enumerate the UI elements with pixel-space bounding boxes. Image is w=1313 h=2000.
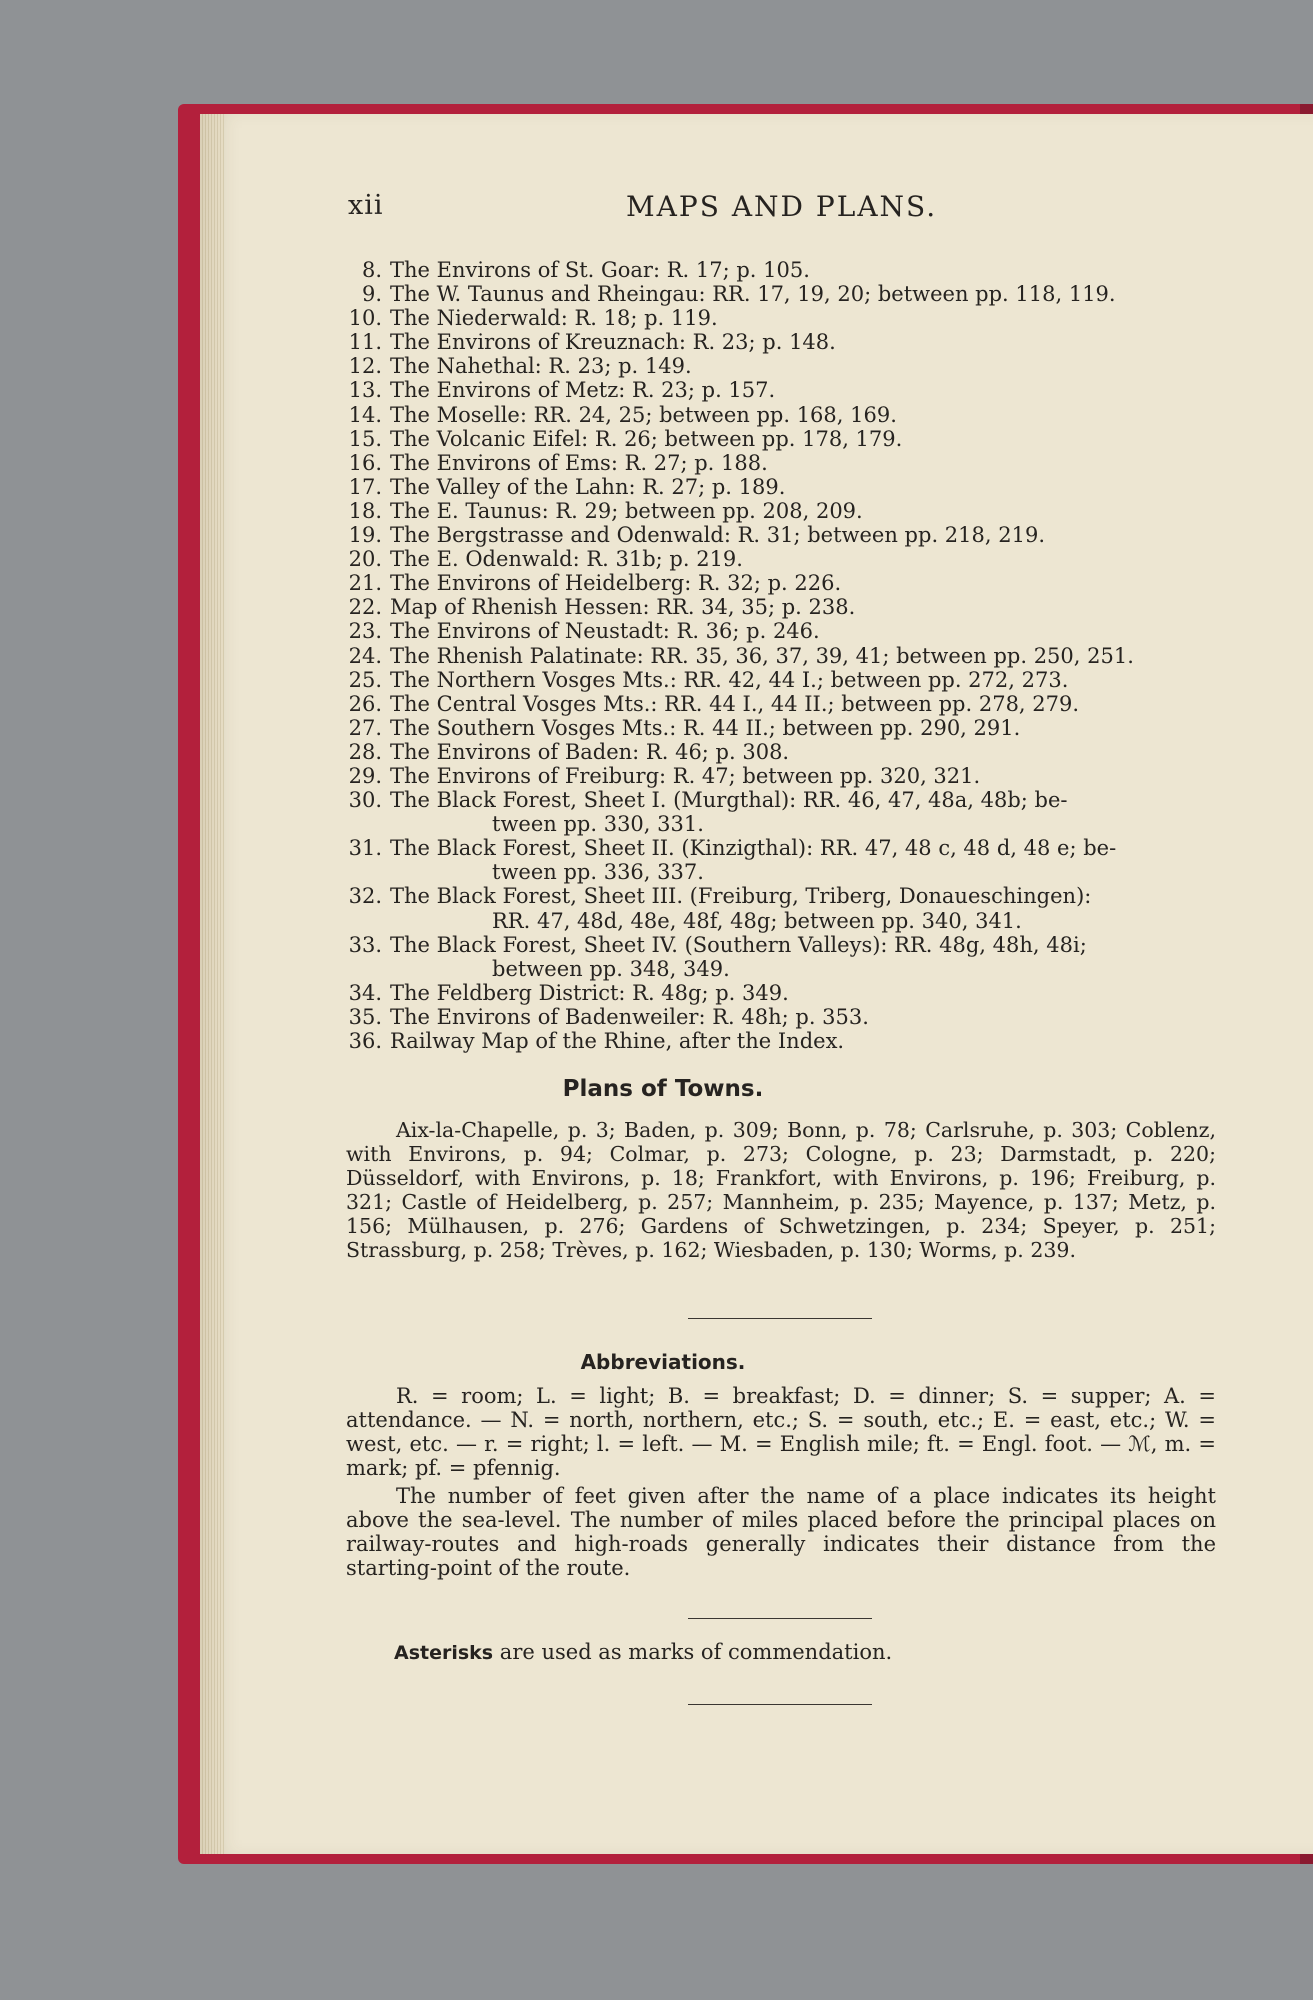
map-entry-text [390,378,1226,402]
map-entry-number: 28. [348,739,382,764]
map-entry-text [390,933,1226,981]
map-entry-number: 26. [348,691,382,716]
page-title: MAPS AND PLANS. [626,190,938,223]
map-entry-text [390,571,1226,595]
map-entry-continuation: RR. 47, 48d, 48e, 48f, 48g; between pp. 340, 341. [492,908,1022,933]
map-entry [346,354,1226,378]
map-entry [346,595,1226,619]
asterisks-rest: are used as marks of commendation. [493,1640,893,1664]
map-entry-line: The W. Taunus and Rheingau: RR. 17, 19, 20; between pp. 118, 119. [390,282,1116,307]
map-entry-text [390,499,1226,523]
map-entry-text [390,1005,1226,1029]
map-entry-line: The Environs of Freiburg: R. 47; between pp. 320, 321. [390,763,981,788]
map-entry-line: The Environs of St. Goar: R. 17; p. 105. [390,258,810,282]
plans-title: Plans of Towns. [562,1076,764,1102]
map-entry-number: 21. [348,571,382,596]
map-entry [346,668,1226,692]
map-entry [346,981,1226,1005]
map-entry-line: The Feldberg District: R. 48g; p. 349. [390,980,789,1005]
map-entry-number: 31. [348,836,382,861]
map-entry [346,884,1226,932]
map-entry-continuation: between pp. 348, 349. [492,956,730,981]
map-entry-number: 9. [361,282,382,307]
map-entry-line: The Valley of the Lahn: R. 27; p. 189. [390,474,786,499]
abbreviations-paragraph: R. = room; L. = light; B. = breakfast; D. = dinner; S. = supper; A. = attendance. — N. = north, northern, etc.; S. = south, etc.; E. = east, etc.; W. = west, etc. — r. = right; l. = left. — M. = English mile; ft. = Engl. foot. — ℳ, m. = mark; pf. = pfennig. [346,1384,1216,1480]
abbreviations-title: Abbreviations. [580,1350,746,1374]
map-entry-line: The Central Vosges Mts.: RR. 44 I., 44 II.; between pp. 278, 279. [390,691,1080,716]
map-entry-line: The Moselle: RR. 24, 25; between pp. 168, 169. [390,402,897,427]
map-entry-number: 17. [348,474,382,499]
map-entry-text [390,836,1226,884]
map-entry-line: The Environs of Neustadt: R. 36; p. 246. [390,619,820,644]
map-entry [346,282,1226,306]
map-entry-text [390,764,1226,788]
map-entry-line: The Black Forest, Sheet I. (Murgthal): RR. 46, 47, 48a, 48b; be- [390,788,1068,813]
map-entry-text [390,668,1226,692]
map-entry-number: 10. [348,306,382,331]
map-entry [346,644,1226,668]
page-gutter [200,114,224,1854]
map-entry-text [390,619,1226,643]
map-entry-number: 8. [361,258,382,282]
map-entry-number: 29. [348,763,382,788]
map-entry-text [390,595,1226,619]
page-number: xii [348,190,384,221]
map-entry [346,427,1226,451]
map-entry-text [390,330,1226,354]
map-entry-text [390,523,1226,547]
map-entry [346,933,1226,981]
map-entry [346,451,1226,475]
map-entry-text [390,716,1226,740]
map-entry-number: 13. [348,378,382,403]
map-entry-line: The E. Taunus: R. 29; between pp. 208, 209. [390,498,863,523]
map-entry [346,836,1226,884]
divider-rule [688,1704,872,1705]
map-entry-line: Map of Rhenish Hessen: RR. 34, 35; p. 238. [390,595,856,620]
map-entry [346,1029,1226,1053]
map-entry-number: 30. [348,788,382,813]
map-entry-text [390,740,1226,764]
map-entry-line: The Environs of Heidelberg: R. 32; p. 226. [390,571,842,596]
map-entry-line: The Nahethal: R. 23; p. 149. [390,354,692,379]
map-entry-line: Railway Map of the Rhine, after the Index. [390,1029,845,1053]
map-entry [346,740,1226,764]
map-entry-number: 25. [348,667,382,692]
map-entry-number: 27. [348,715,382,740]
map-entry [346,571,1226,595]
map-entry [346,523,1226,547]
map-entry [346,692,1226,716]
map-entry-text [390,258,1226,282]
map-entry-number: 32. [348,884,382,909]
map-entry [346,258,1226,282]
map-entry-text [390,282,1226,306]
map-entry [346,716,1226,740]
map-entry-number: 36. [348,1029,382,1053]
map-entry-text [390,403,1226,427]
map-entry-line: The Rhenish Palatinate: RR. 35, 36, 37, 39, 41; between pp. 250, 251. [390,643,1134,668]
map-entry-line: The Bergstrasse and Odenwald: R. 31; between pp. 218, 219. [390,523,1045,548]
map-entry-number: 18. [348,498,382,523]
map-entry-text [390,451,1226,475]
map-entry [346,330,1226,354]
map-entry-line: The Environs of Ems: R. 27; p. 188. [390,450,768,475]
map-entry [346,378,1226,402]
map-entry-text [390,884,1226,932]
divider-rule [688,1318,872,1319]
map-entry-line: The Black Forest, Sheet IV. (Southern Valleys): RR. 48g, 48h, 48i; [390,932,1087,957]
map-entry [346,764,1226,788]
maps-list [346,258,1226,1053]
map-entry-line: The Black Forest, Sheet III. (Freiburg, Triberg, Donaueschingen): [390,884,1092,909]
map-entry-continuation: tween pp. 336, 337. [492,860,704,885]
map-entry-text [390,427,1226,451]
map-entry-text [390,644,1226,668]
map-entry [346,1005,1226,1029]
plans-paragraph: Aix-la-Chapelle, p. 3; Baden, p. 309; Bonn, p. 78; Carlsruhe, p. 303; Coblenz, with Environs, p. 94; Colmar, p. 273; Cologne, p. 23; Darmstadt, p. 220; Düsseldorf, with Environs, p. 18; Frankfort, with Environs, p. 196; Freiburg, p. 321; Castle of Heidelberg, p. 257; Mannheim, p. 235; Mayence, p. 137; Metz, p. 156; Mülhausen, p. 276; Gardens of Schwetzingen, p. 234; Speyer, p. 251; Strassburg, p. 258; Trèves, p. 162; Wiesbaden, p. 130; Worms, p. 239. [346,1118,1216,1262]
map-entry-number: 19. [348,523,382,548]
asterisks-note [394,1640,1214,1664]
map-entry-number: 11. [348,330,382,355]
map-entry-number: 23. [348,619,382,644]
asterisks-bold: Asterisks [394,1642,494,1664]
map-entry [346,306,1226,330]
map-entry-line: The Environs of Kreuznach: R. 23; p. 148. [390,330,836,355]
map-entry-line: The Environs of Metz: R. 23; p. 157. [390,378,776,403]
map-entry [346,788,1226,836]
map-entry-number: 34. [348,980,382,1005]
height-distance-note: The number of feet given after the name of a place indicates its height above the sea-level. The number of miles placed before the principal places on railway-routes and high-roads generally indicates their distance from the starting-point of the route. [346,1484,1216,1580]
map-entry-number: 35. [348,1004,382,1029]
map-entry-text [390,547,1226,571]
map-entry-text [390,981,1226,1005]
map-entry-number: 14. [348,402,382,427]
map-entry-text [390,1029,1226,1053]
map-entry [346,475,1226,499]
map-entry-line: The E. Odenwald: R. 31b; p. 219. [390,547,743,572]
map-entry-line: The Southern Vosges Mts.: R. 44 II.; between pp. 290, 291. [390,715,1021,740]
map-entry-number: 12. [348,354,382,379]
map-entry-line: The Environs of Baden: R. 46; p. 308. [390,739,790,764]
map-entry-line: The Northern Vosges Mts.: RR. 42, 44 I.; between pp. 272, 273. [390,667,1069,692]
map-entry [346,547,1226,571]
map-entry-line: The Black Forest, Sheet II. (Kinzigthal): RR. 47, 48 c, 48 d, 48 e; be- [390,836,1117,861]
divider-rule [688,1618,872,1619]
map-entry-text [390,354,1226,378]
map-entry-number: 16. [348,450,382,475]
map-entry-text [390,306,1226,330]
map-entry-line: The Environs of Badenweiler: R. 48h; p. 353. [390,1004,869,1029]
map-entry-number: 20. [348,547,382,572]
map-entry-number: 24. [348,643,382,668]
map-entry-text [390,692,1226,716]
map-entry-continuation: tween pp. 330, 331. [492,812,704,837]
map-entry-line: The Volcanic Eifel: R. 26; between pp. 178, 179. [390,426,903,451]
map-entry [346,499,1226,523]
map-entry-line: The Niederwald: R. 18; p. 119. [390,306,718,331]
map-entry-text [390,475,1226,499]
map-entry [346,403,1226,427]
map-entry-number: 22. [348,595,382,620]
map-entry-text [390,788,1226,836]
map-entry [346,619,1226,643]
page-header [348,186,1218,226]
map-entry-number: 15. [348,426,382,451]
map-entry-number: 33. [348,932,382,957]
